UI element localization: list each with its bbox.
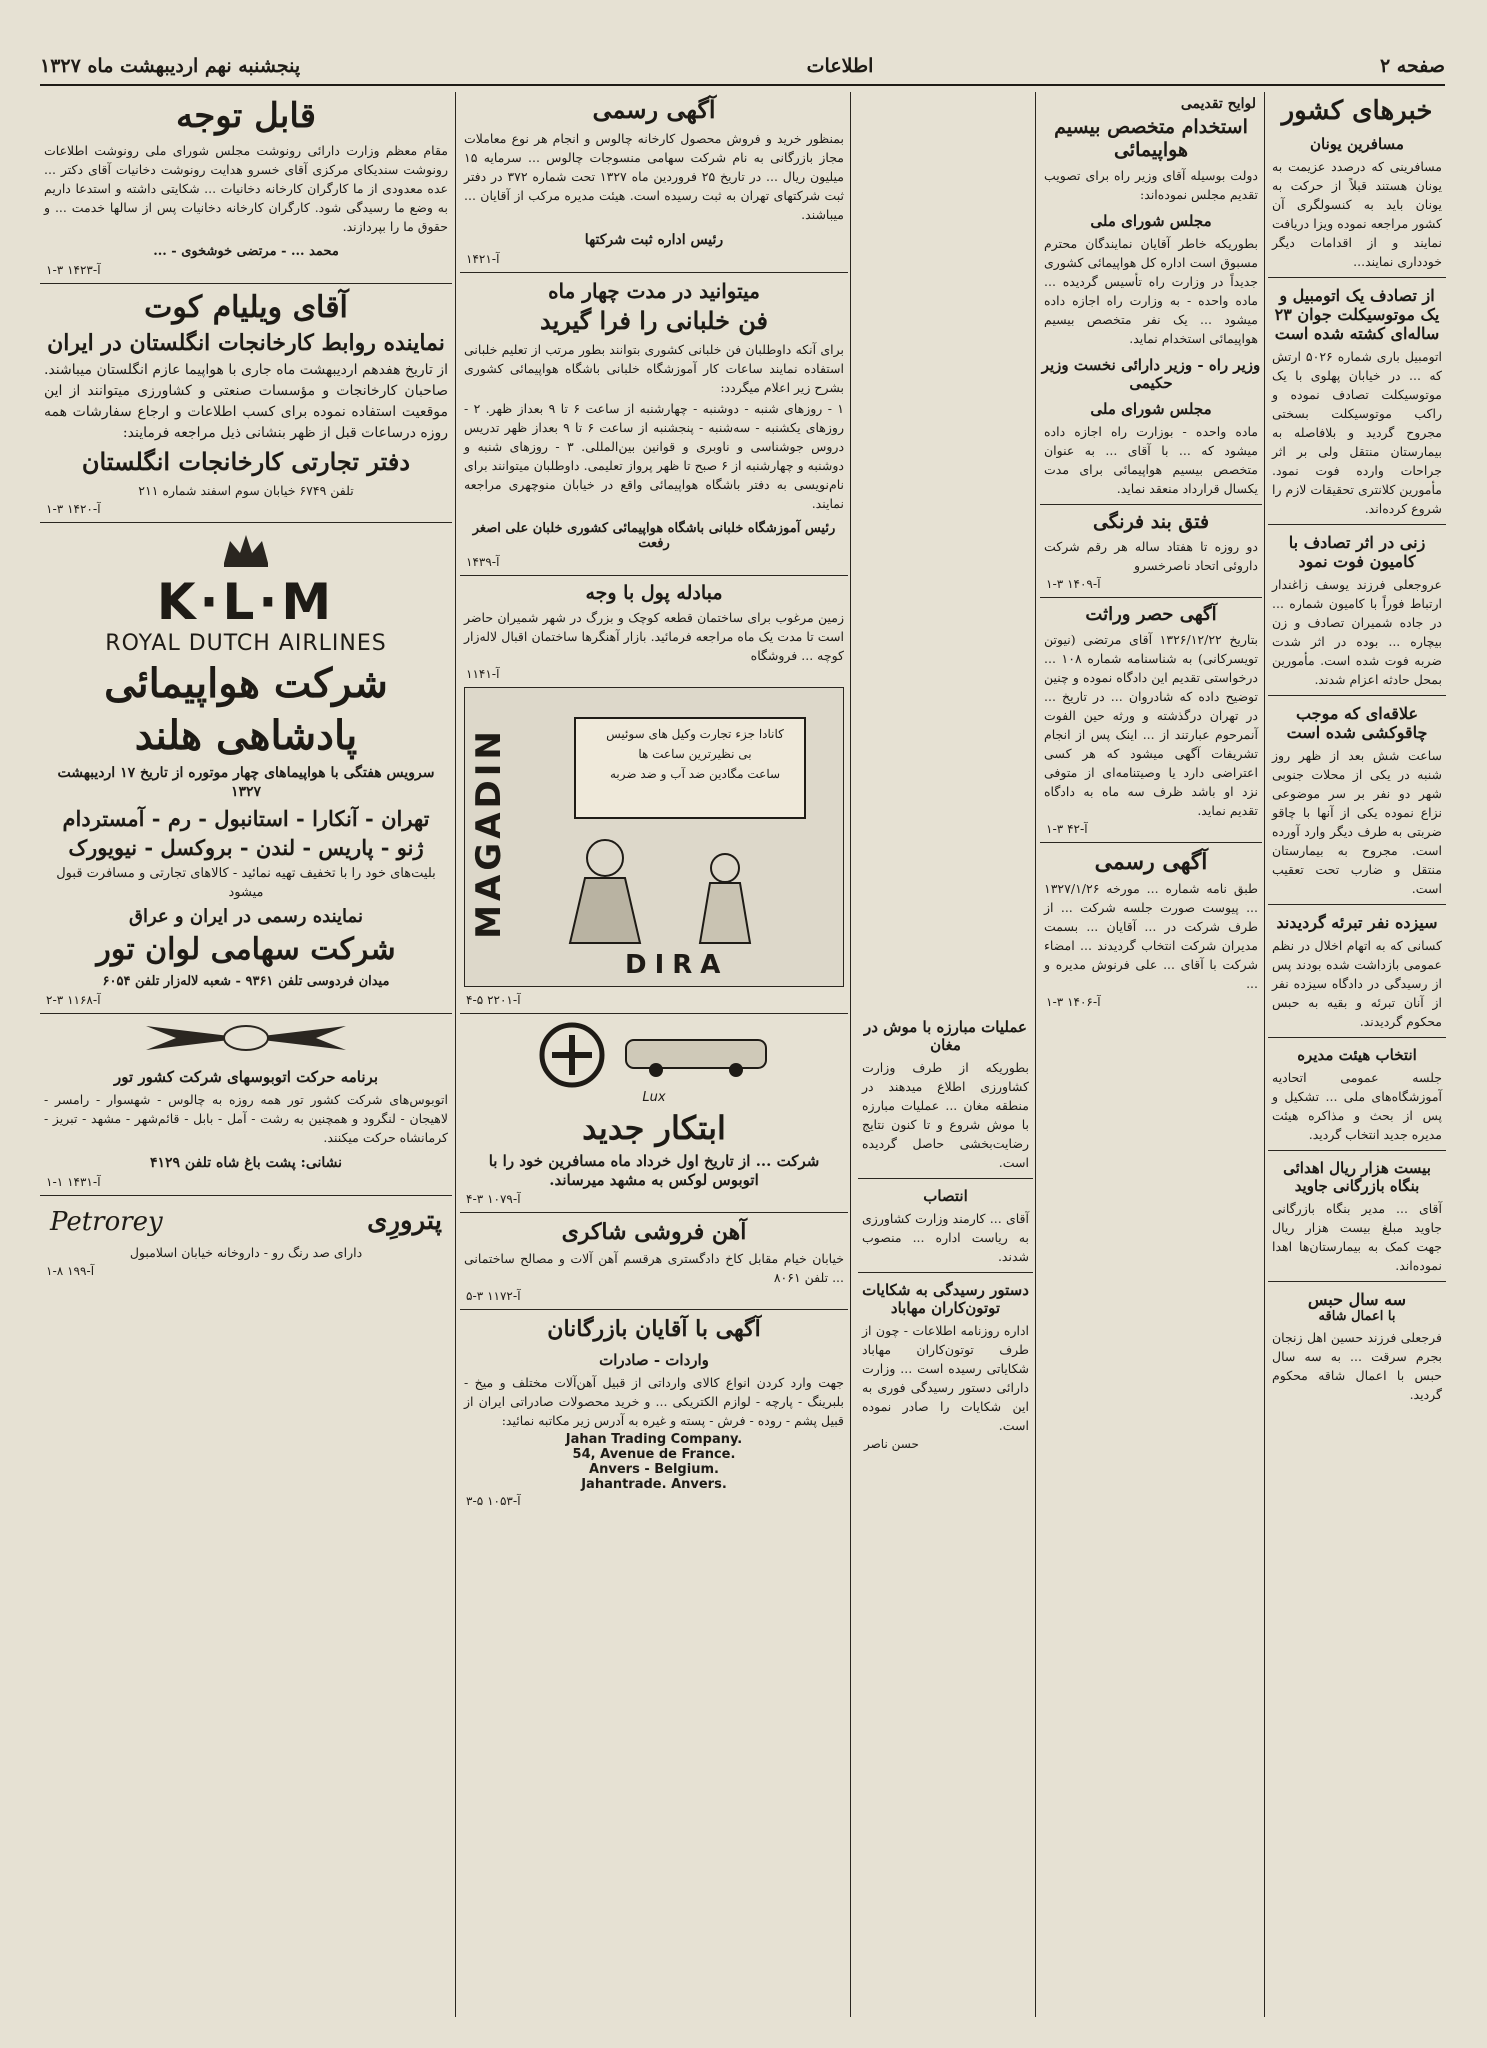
notice-title: آگهی حصر وراثت — [1085, 604, 1217, 626]
office-phone: تلفن ۶۷۴۹ خیابان سوم اسفند شماره ۲۱۱ — [138, 482, 354, 498]
story-title: مسافرین یونان — [1310, 135, 1404, 154]
bus-icon — [621, 1030, 771, 1080]
story-signature: حسن ناصر — [864, 1437, 919, 1451]
divider — [858, 1178, 1033, 1179]
lux-logo-row — [460, 1020, 848, 1090]
divider — [40, 522, 452, 523]
ad-reference: آ-۱۴۲۰ ۳-۱ — [46, 501, 101, 516]
address-line: 54, Avenue de France. — [572, 1446, 736, 1462]
ad-body: جهت وارد کردن انواع کالای وارداتی از قبیل آهن‌آلات مختلف و میخ - بلبرینگ - پارچه - لوازم الکتریکی ... و خرید محصولات صادراتی ایران از قبیل پشم - روده - فرش - پسته و غیره به آدرس زیر مکاتبه نمائید: — [464, 1374, 844, 1428]
column-bills — [1040, 92, 1262, 2017]
klm-agent-company: شرکت سهامی لوان تور — [96, 931, 396, 967]
woman-figure-head — [587, 840, 623, 876]
story-title: بیست هزار ریال اهدائی بنگاه بازرگانی جاوید — [1283, 1159, 1431, 1196]
page-number: صفحه ۲ — [1379, 55, 1445, 77]
page-header — [40, 48, 1445, 86]
divider — [1268, 1150, 1446, 1151]
divider — [858, 1272, 1033, 1273]
bus-schedule-title: برنامه حرکت اتوبوسهای شرکت کشور تور — [113, 1067, 378, 1086]
ad-signature: رئیس آموزشگاه خلبانی باشگاه هواپیمائی کشوری خلبان علی اصغر رفعت — [472, 520, 836, 551]
column-rule — [1035, 92, 1036, 2017]
ad-reference: آ-۱۱۶۸ ۳-۲ — [46, 992, 101, 1007]
klm-discount: بلیت‌های خود را با تخفیف تهیه نمائید - کالاهای تجارتی و مسافرت قبول میشود — [56, 866, 436, 901]
magadin-card-text — [585, 724, 805, 784]
bus-schedule-body: اتوبوس‌های شرکت کشور تور همه روزه به چالوس - شهسوار - رامسر - لاهیجان - لنگرود و همچنین به رشت - آمل - بابل - قائم‌شهر - مشهد - تبریز - کرمانشاه حرکت میکنند. — [44, 1091, 448, 1145]
klm-ad — [40, 529, 452, 1007]
klm-route: تهران - آنکارا - استانبول - رم - آمستردام — [62, 805, 430, 831]
column-lower-news — [858, 1010, 1033, 2010]
divider — [1040, 504, 1262, 505]
ad-title: میتوانید در مدت چهار ماه — [548, 278, 760, 303]
divider — [460, 1212, 848, 1213]
divider — [1268, 524, 1446, 525]
ad-title: آگهی با آقایان بازرگانان — [547, 1316, 761, 1343]
ad-body: از تاریخ هفدهم اردیبهشت ماه جاری با هواپیما عازم انگلستان میباشند. صاحبان کارخانجات و مؤسسات صنعتی و کشاورزی میتوانند از این موقعیت استفاده نموده برای کسب اطلاعات و ارجاع سفارشات همه روزه درساعات قبل از ظهر بنشانی ذیل مراجعه فرمایند: — [44, 362, 448, 442]
ad-title: آقای ویلیام کوت — [144, 289, 348, 325]
ad-reference: آ-۱۰۵۳ ۵-۳ — [466, 1493, 521, 1508]
newspaper-name: اطلاعات — [806, 55, 874, 77]
child-figure-head — [711, 854, 739, 882]
notice-body: بتاریخ ۱۳۲۶/۱۲/۲۲ آقای مرتضی (نیوتن تویسرکانی) به شناسنامه شماره ۱۰۸ ... درخواستی تقدیم این دادگاه نموده و چنین توضیح داده که شادروان ... در تاریخ ... در تهران درگذشته و ورثه حین الفوت آنمرحوم عبارتند از ... اینک پس از انجام تشریفات آگهی میشود که هر کسی اعتراضی دارد یا وصیتنامه‌ای از متوفی نزد او باشد ظرف سه ماه به دادگاه تقدیم نماید. — [1044, 631, 1258, 818]
klm-route: ژنو - پاریس - لندن - بروکسل - نیویورک — [68, 835, 424, 861]
ad-reference: آ-۲۲۰۱ ۵-۴ — [466, 993, 521, 1008]
ad-title: آگهی رسمی — [592, 95, 716, 124]
column-rule — [850, 92, 851, 2017]
ad-body: دو روزه تا هفتاد ساله هر رقم شرکت داروئی اتحاد ناصرخسرو — [1044, 539, 1258, 574]
column-rule — [455, 92, 456, 2017]
story-title: انتصاب — [923, 1187, 968, 1205]
ad-body: شرکت ... از تاریخ اول خرداد ماه مسافرین خود را با اتوبوس لوکس به مشهد میرساند. — [488, 1151, 820, 1189]
ad-body: برای آنکه داوطلبان فن خلبانی کشوری بتوانند بطور مرتب از تعلیم خلبانی استفاده نمایند ساعات کار آموزشگاه خلبانی باشگاه هواپیمائی کشوری بشرح زیر اعلام میگردد: — [464, 341, 844, 395]
crown-icon — [216, 529, 276, 569]
story-body: اداره روزنامه اطلاعات - چون از طرف توتون‌کاران مهاباد شکایاتی رسیده است ... وزارت دارائی دستور رسیدگی فوری به این شکایات را صادر نموده است. — [862, 1323, 1029, 1433]
ad-reference: آ-۱۱۷۲ ۳-۵ — [466, 1289, 521, 1304]
child-figure-body — [700, 883, 750, 943]
story-body: کسانی که به اتهام اخلال در نظم عمومی بازداشت شده بودند پس از رسیدگی در دادگاه سیزده نفر از آنان تبرئه و بقیه به حبس محکوم گردیدند. — [1272, 938, 1442, 1030]
story-title: سیزده نفر تبرئه گردیدند — [1276, 913, 1438, 933]
address-line: Anvers - Belgium. — [589, 1461, 719, 1477]
magadin-ad — [464, 687, 844, 987]
notice-reference: آ-۴۲ ۳-۱ — [1046, 821, 1088, 836]
column-ads — [460, 92, 848, 2017]
column-display-ads — [40, 92, 452, 2017]
story-body: مسافرینی که درصدد عزیمت به یونان هستند قبلاً از حرکت به یونان باید به کنسولگری آن کشور مراجعه نموده ویزا دریافت نمایند و از اقدامات دیگر خودداری نمایند... — [1272, 159, 1442, 270]
petrorey-ad — [40, 1202, 452, 1241]
story-body: آقای ... مدیر بنگاه بازرگانی جاوید مبلغ بیست هزار ریال جهت کمک به بیمارستان‌ها اهدا نموده‌اند. — [1272, 1201, 1442, 1274]
ad-title: قابل توجه — [176, 96, 316, 136]
story-body: فرجعلی فرزند حسین اهل زنجان بجرم سرقت ... به سه سال حبس با اعمال شاقه محکوم گردید. — [1272, 1330, 1442, 1403]
ad-subtitle: واردات - صادرات — [599, 1350, 709, 1369]
klm-tagline: ROYAL DUTCH AIRLINES — [105, 630, 387, 656]
notice-reference: آ-۱۴۰۶ ۳-۱ — [1046, 995, 1101, 1010]
ad-title: آهن فروشی شاکری — [561, 1218, 747, 1245]
column-news — [1268, 92, 1446, 2017]
section-tag: لوایح تقدیمی — [1180, 96, 1256, 112]
klm-address: میدان فردوسی تلفن ۹۳۶۱ - شعبه لاله‌زار تلفن ۶۰۵۴ — [102, 973, 390, 989]
ad-title: ابتکار جدید — [582, 1109, 726, 1148]
divider — [40, 283, 452, 284]
story-title: زنی در اثر تصادف با کامیون فوت نمود — [1288, 533, 1426, 572]
divider — [1268, 904, 1446, 905]
divider — [1268, 277, 1446, 278]
magadin-brand: MAGADIN — [468, 727, 509, 940]
ad-list: ۱ - روزهای شنبه - دوشنبه - چهارشنبه از ساعت ۶ تا ۹ بعداز ظهر. ۲ - روزهای یکشنبه - سه‌شنبه - پنجشنبه از ساعت ۶ تا ۹ بعداز ظهر تدریس دروس جوشناسی و ناوبری و قوانین بین‌المللی. ۳ - روزهای شنبه و دوشنبه و چهارشنبه از ۶ صبح تا ظهر پرواز تعلیمی. داوطلبان میتوانند برای نام‌نویسی به دفتر باشگاه هواپیمائی واقع در خیابان منوچهری مراجعه نمایند. — [464, 400, 845, 511]
magadin-side-banner — [469, 708, 509, 958]
story-title: از تصادف یک اتومبیل و یک موتوسیکلت جوان ۲۳ ساله‌ای کشته شده است — [1274, 286, 1440, 344]
ad-reference: آ-۱۴۳۱ ۱-۱ — [46, 1174, 101, 1189]
ad-reference: آ-۱۹۹ ۸-۱ — [46, 1264, 95, 1279]
magadin-card-line: ساعت مگادین ضد آب و ضد ضربه — [609, 767, 781, 782]
story-body: بطوریکه از طرف وزارت کشاورزی اطلاع میدهند در منطقه مغان ... عملیات مبارزه با موش شروع و تا کنون نتایج رضایت‌بخشی حاصل گردیده است. — [862, 1060, 1029, 1170]
magadin-bottom-logo: DIRA — [625, 950, 729, 981]
divider — [460, 1013, 848, 1014]
bus-address: نشانی: پشت باغ شاه تلفن ۴۱۲۹ — [149, 1154, 343, 1171]
ad-signature: محمد ... - مرتضی خوشخوی - ... — [153, 243, 339, 259]
klm-service: سرویس هفتگی با هواپیماهای چهار موتوره از تاریخ ۱۷ اردیبهشت ۱۳۲۷ — [57, 764, 435, 800]
divider — [460, 1309, 848, 1310]
lux-logo-text: Lux — [642, 1090, 666, 1106]
klm-representative: نماینده رسمی در ایران و عراق — [129, 906, 363, 928]
ad-reference: آ-۱۴۳۹ — [466, 554, 500, 569]
petrorey-persian: پترورِی — [367, 1205, 442, 1236]
story-title: عملیات مبارزه با موش در مغان — [864, 1018, 1027, 1054]
story-title: انتخاب هیئت مدیره — [1297, 1046, 1417, 1065]
ad-reference: آ-۱۱۴۱ — [466, 667, 500, 682]
divider — [460, 272, 848, 273]
address-line: Jahan Trading Company. — [565, 1431, 743, 1447]
petrorey-latin: Petrorey — [50, 1206, 163, 1237]
story-title: سه سال حبس — [1307, 1290, 1407, 1310]
story-body: اتومبیل باری شماره ۵۰۲۶ ارتش که ... در خیابان پهلوی با یک موتوسیکلت تصادف نموده و راکب موتوسیکلت بسختی مجروح گردید و بلافاصله به بیمارستان منتقل ولی بر اثر جراحات وارده فوت نمود. مأمورین کلانتری تحقیقات لازم را شروع کرده‌اند. — [1272, 349, 1442, 517]
klm-name-line: شرکت هواپیمائی — [104, 659, 388, 707]
lux-emblem-icon — [537, 1020, 607, 1090]
story-title: علاقه‌ای که موجب چاقوکشی شده است — [1286, 704, 1428, 743]
petrorey-body: دارای صد رنگ رو - داروخانه خیابان اسلامبول — [129, 1245, 363, 1261]
ad-reference: آ-۱۴۲۳ ۳-۱ — [46, 262, 101, 277]
divider — [40, 1013, 452, 1014]
office-name: دفتر تجارتی کارخانجات انگلستان — [81, 447, 411, 477]
story-title: دستور رسیدگی به شکایات توتون‌کاران مهاباد — [862, 1281, 1029, 1317]
story-body: بطوریکه خاطر آقایان نمایندگان محترم مسبوق است اداره کل هواپیمائی کشوری جدیداً در وزارت راه تأسیس گردیده ... ماده واحده - به وزارت راه اجازه داده میشود ... یک نفر متخصص بیسیم هواپیمائی استخدام نماید. — [1044, 235, 1258, 346]
ad-title: فتق بند فرنگی — [1092, 510, 1210, 533]
ad-body: مقام معظم وزارت دارائی رونوشت مجلس شورای ملی رونوشت اطلاعات رونوشت سندیکای مرکزی آقای خسرو هدایت رونوشت دخانیات آقای دکتر ... عده معدودی از ما کارگران کارخانه دخانیات ... شکایتی داشته و استدعا داریم به وضع ما رسیدگی شود. کارگران کارخانه دخانیات پس از سالها خدمت ... و حقوق ما را بپردازند. — [44, 142, 448, 234]
keshvar-tour-ad — [40, 1020, 452, 1189]
divider — [1268, 695, 1446, 696]
address-line: Jahantrade. Anvers. — [581, 1476, 727, 1492]
klm-logo: K·L·M — [156, 572, 336, 631]
divider — [1268, 1281, 1446, 1282]
notice-body: طبق نامه شماره ... مورخه ۱۳۲۷/۱/۲۶ ... پیوست صورت جلسه شرکت ... از طرف شرکت در ... آقایان ... بسمت مدیران شرکت انتخاب گردیدند ... امضاء شرکت با آقای ... علی فرنوش مدیره و ... — [1044, 881, 1258, 992]
divider — [1040, 597, 1262, 598]
ad-body: خیابان خیام مقابل کاخ دادگستری هرقسم آهن آلات و مصالح ساختمانی ... تلفن ۸۰۶۱ — [464, 1251, 844, 1286]
story-intro: دولت بوسیله آقای وزیر راه برای تصویب تقدیم مجلس نموده‌اند: — [1044, 167, 1258, 202]
ad-body: زمین مرغوب برای ساختمان قطعه کوچک و بزرگ در شهر شمیران حاضر است تا مدت یک ماه مراجعه فرمائید. بازار آهنگرها ساختمان اقبال لاله‌زار کوچه ... فروشگاه — [464, 610, 844, 664]
story-body: عروجعلی فرزند یوسف زاغندار ارتباط فوراً با کامیون شماره ... در جاده شمیران تصادف و زن بیچاره ... بوده در اثر شدت ضربه فوت شده است. مأمورین بمحل حادثه اعزام شدند. — [1272, 577, 1442, 688]
ad-reference: آ-۱۰۷۹ ۳-۴ — [466, 1191, 521, 1206]
divider — [460, 575, 848, 576]
winged-emblem-icon — [136, 1020, 356, 1056]
magadin-card-line: کانادا جزء تجارت وکیل های سوئیس — [606, 727, 784, 742]
ad-title: مبادله پول با وجه — [585, 581, 723, 604]
ad-body: بمنظور خرید و فروش محصول کارخانه چالوس و انجام هر نوع معاملات مجاز بازرگانی به نام شرکت سهامی منسوجات چالوس ... سرمایه ۱۵ میلیون ریال ... در تاریخ ۲۵ فروردین ماه ۱۳۲۷ تحت شماره ۳۷۲ در دفتر ثبت شرکتهای تهران به ثبت رسیده است. هیئت مدیره مرکب از آقایان ... میباشند. — [464, 130, 844, 222]
divider — [1040, 842, 1262, 843]
klm-name-line: پادشاهی هلند — [134, 711, 358, 759]
ad-signature: رئیس اداره ثبت شرکتها — [584, 231, 724, 248]
ad-reference: آ-۱۴۰۹ ۳-۱ — [1046, 577, 1101, 592]
issue-date: پنجشنبه نهم اردیبهشت ماه ۱۳۲۷ — [40, 55, 301, 77]
magadin-card-line: بی نظیرترین ساعت ها — [638, 747, 752, 762]
story-body: جلسه عمومی اتحادیه آموزشگاه‌های ملی ... تشکیل و پس از بحث و مذاکره هیئت مدیره جدید انتخاب گردید. — [1272, 1070, 1442, 1143]
story-subtitle: با اعمال شاقه — [1318, 1309, 1396, 1325]
story-body: آقای ... کارمند وزارت کشاورزی به ریاست اداره ... منصوب شدند. — [862, 1211, 1029, 1264]
ad-subtitle: نماینده روابط کارخانجات انگلستان در ایران — [47, 329, 445, 356]
story-title: استخدام متخصص بیسیم هواپیمائی — [1054, 116, 1248, 161]
woman-figure-body — [570, 878, 640, 943]
story-title: وزیر راه - وزیر دارائی نخست وزیر حکیمی — [1041, 355, 1261, 392]
divider — [1268, 1037, 1446, 1038]
majlis-heading: مجلس شورای ملی — [1090, 399, 1212, 418]
notice-title: آگهی رسمی — [1094, 848, 1208, 875]
section-title: خبرهای کشور — [1281, 96, 1433, 126]
column-rule — [1264, 92, 1265, 2017]
divider — [40, 1195, 452, 1196]
majlis-heading: مجلس شورای ملی — [1090, 211, 1212, 230]
story-body: ساعت شش بعد از ظهر روز شنبه در یکی از محلات جنوبی شهر دو نفر بر سر موضوعی نزاع نموده یکی از آنها با چاقو ضربتی به طرف دیگر وارد آورده است. مجروح به بیمارستان منتقل و ضارب تحت تعقیب است. — [1272, 748, 1442, 897]
story-body: ماده واحده - بوزارت راه اجازه داده میشود که ... با آقای ... به عنوان متخصص بیسیم هواپیمائی برای مدت یکسال قرارداد منعقد نماید. — [1044, 423, 1258, 496]
ad-reference: آ-۱۴۲۱ — [466, 251, 500, 266]
ad-subtitle: فن خلبانی را فرا گیرید — [539, 305, 768, 335]
